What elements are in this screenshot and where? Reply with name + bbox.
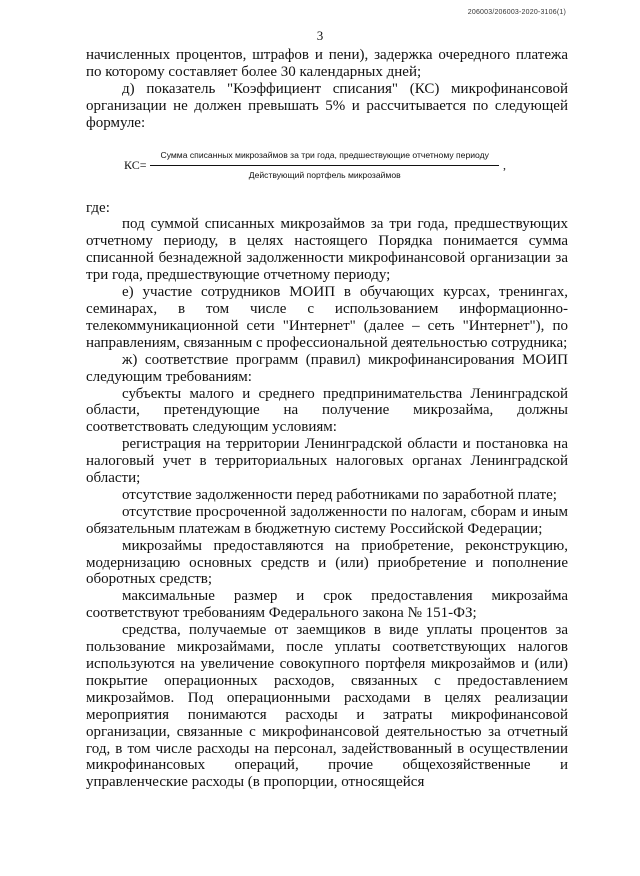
paragraph: ж) соответствие программ (правил) микрофинансирования МОИП следующим требованиям: [86,351,568,385]
formula [124,151,568,181]
paragraph: средства, получаемые от заемщиков в виде уплаты процентов за пользование микрозаймами, после уплаты соответствующих налогов используются на увеличение совокупного портфеля микрозаймов и (или) покрытие операционных расходов, связанных с предоставлением микрозаймов. Под операционными расходами в целях реализации мероприятия понимаются расходы и затраты микрофинансовой организации, связанные с микрофинансовой деятельностью за отчетный год, в том числе расходы на персонал, задействованный в осуществлении микрофинансовых операций, прочие общехозяйственные и управленческие расходы (в пропорции, относящейся [86,622,568,791]
paragraphs-top [86,47,568,132]
formula-fraction [150,147,498,184]
paragraph: максимальные размер и срок предоставления микрозайма соответствуют требованиям Федерального закона № 151-ФЗ; [86,588,568,622]
page-number: 3 [316,28,324,43]
formula-comma: , [502,158,506,173]
paragraph: отсутствие просроченной задолженности по налогам, сборам и иным обязательным платежам в бюджетную систему Российской Федерации; [86,503,568,537]
paragraph: где: [86,199,110,216]
document-body [86,47,568,791]
paragraphs-bottom [86,200,568,792]
formula-label: КС= [124,158,147,173]
formula-numerator: Сумма списанных микрозаймов за три года, предшествующие отчетному периоду [150,147,498,166]
paragraph: е) участие сотрудников МОИП в обучающих курсах, тренингах, семинарах, в том числе с использованием информационно-телекоммуникационной сети "Интернет" (далее – сеть "Интернет"), по направлениям, связанным с профессиональной деятельностью сотрудника; [86,284,568,351]
paragraph: отсутствие задолженности перед работниками по заработной плате; [122,486,557,503]
paragraph: субъекты малого и среднего предпринимательства Ленинградской области, претендующие на получение микрозайма, должны соответствовать следующим условиям: [86,385,568,436]
paragraph: под суммой списанных микрозаймов за три года, предшествующих отчетному периоду, в целях настоящего Порядка понимается сумма списанной безнадежной задолженности микрофинансовой организации за три года, предшествующие отчетному периоду; [86,216,568,284]
paragraph: начисленных процентов, штрафов и пени), задержка очередного платежа по которому составляет более 30 календарных дней; [86,47,568,80]
paragraph: микрозаймы предоставляются на приобретение, реконструкцию, модернизацию основных средств и (или) приобретение и пополнение оборотных средств; [86,537,568,588]
paragraph: д) показатель "Коэффициент списания" (КС) микрофинансовой организации не должен превышать 5% и рассчитывается по следующей формуле: [86,80,568,131]
formula-denominator: Действующий портфель микрозаймов [248,170,401,181]
paragraph: регистрация на территории Ленинградской области и постановка на налоговый учет в территориальных налоговых органах Ленинградской области; [86,436,568,487]
document-id: 206003/206003-2020-3106(1) [467,9,566,16]
